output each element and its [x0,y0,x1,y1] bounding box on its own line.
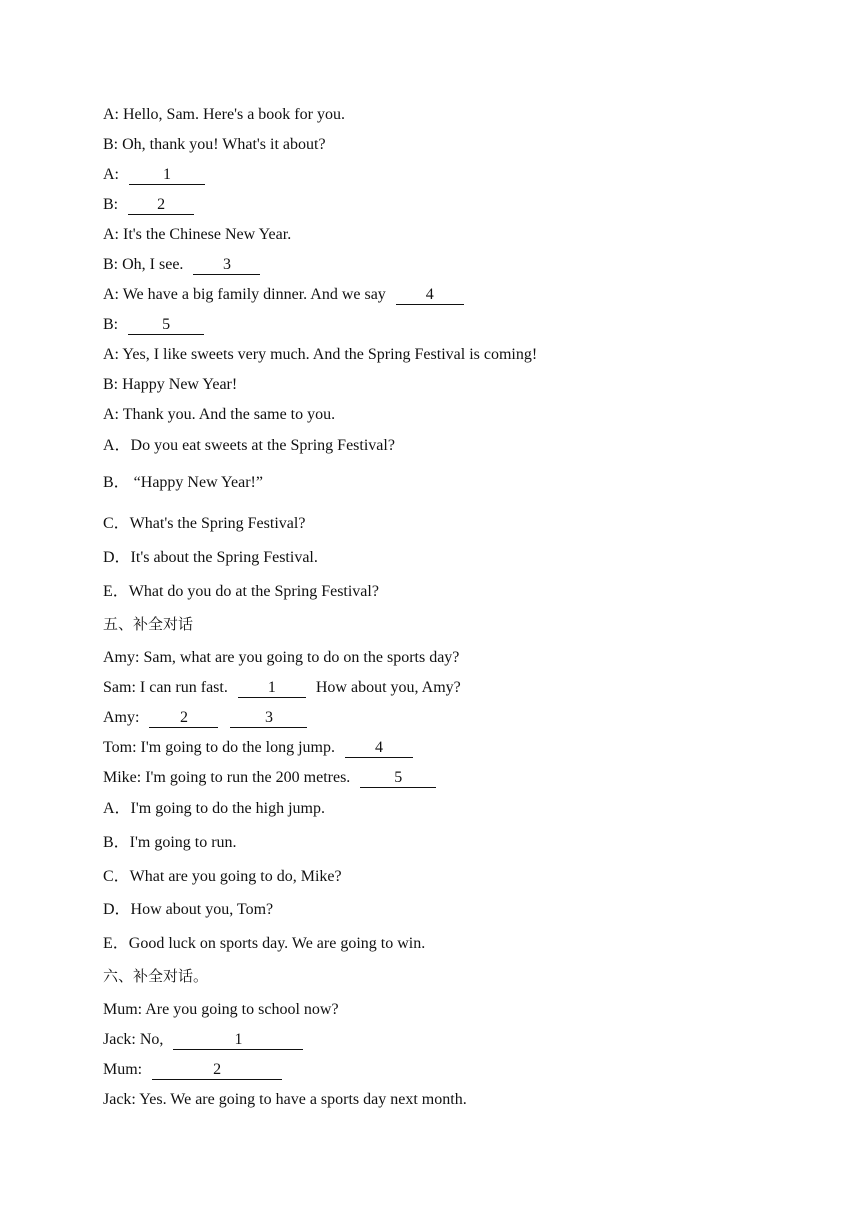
dialogue-line: Jack: Yes. We are going to have a sports day next month. [103,1091,467,1108]
option-e: E．Good luck on sports day. We are going to win. [103,935,426,952]
option-d: D．It's about the Spring Festival. [103,549,318,566]
section-heading: 五、补全对话 [103,615,194,633]
dialogue-line [103,1030,303,1050]
answer-blank[interactable]: 2 [128,196,194,215]
speaker-label: B: [103,196,119,213]
dialogue-text: Jack: No, [103,1031,164,1048]
option-d: D．How about you, Tom? [103,901,274,918]
dialogue-line: A: It's the Chinese New Year. [103,226,292,243]
answer-blank[interactable]: 1 [173,1031,303,1050]
answer-blank[interactable]: 2 [149,709,218,728]
answer-blank[interactable]: 5 [128,316,204,335]
dialogue-line [103,285,464,305]
speaker-label: Amy: [103,709,140,726]
answer-blank[interactable]: 4 [396,286,464,305]
dialogue-line: Mum: Are you going to school now? [103,1001,339,1018]
option-e: E．What do you do at the Spring Festival? [103,583,379,600]
dialogue-text: Sam: I can run fast. [103,679,228,696]
dialogue-text: B: Oh, I see. [103,256,184,273]
dialogue-line [103,678,461,698]
option-c: C．What are you going to do, Mike? [103,868,342,885]
dialogue-text: Tom: I'm going to do the long jump. [103,739,335,756]
answer-blank[interactable]: 3 [193,256,260,275]
speaker-label: Mum: [103,1061,143,1078]
option-c: C．What's the Spring Festival? [103,515,306,532]
speaker-label: A: [103,166,119,183]
dialogue-line [103,315,204,335]
dialogue-line [103,165,205,185]
dialogue-line: Amy: Sam, what are you going to do on the sports day? [103,649,460,666]
answer-blank[interactable]: 1 [129,166,205,185]
dialogue-line [103,255,260,275]
option-a: A．Do you eat sweets at the Spring Festival? [103,437,395,454]
answer-blank[interactable]: 2 [152,1061,282,1080]
option-b: B． “Happy New Year!” [103,474,263,491]
dialogue-line: A: Hello, Sam. Here's a book for you. [103,106,345,123]
option-b: B．I'm going to run. [103,834,237,851]
answer-blank[interactable]: 3 [230,709,307,728]
dialogue-line: A: Yes, I like sweets very much. And the Spring Festival is coming! [103,346,538,363]
dialogue-line [103,738,413,758]
answer-blank[interactable]: 1 [238,679,306,698]
dialogue-line [103,1060,282,1080]
dialogue-line: A: Thank you. And the same to you. [103,406,336,423]
dialogue-text: How about you, Amy? [315,679,461,696]
answer-blank[interactable]: 4 [345,739,413,758]
dialogue-line: B: Oh, thank you! What's it about? [103,136,326,153]
dialogue-text: Mike: I'm going to run the 200 metres. [103,769,351,786]
dialogue-line [103,708,307,728]
speaker-label: B: [103,316,119,333]
option-a: A．I'm going to do the high jump. [103,800,325,817]
dialogue-line [103,768,436,788]
section-heading: 六、补全对话。 [103,967,209,985]
dialogue-text: A: We have a big family dinner. And we say [103,286,386,303]
answer-blank[interactable]: 5 [360,769,436,788]
dialogue-line [103,195,194,215]
dialogue-line: B: Happy New Year! [103,376,238,393]
